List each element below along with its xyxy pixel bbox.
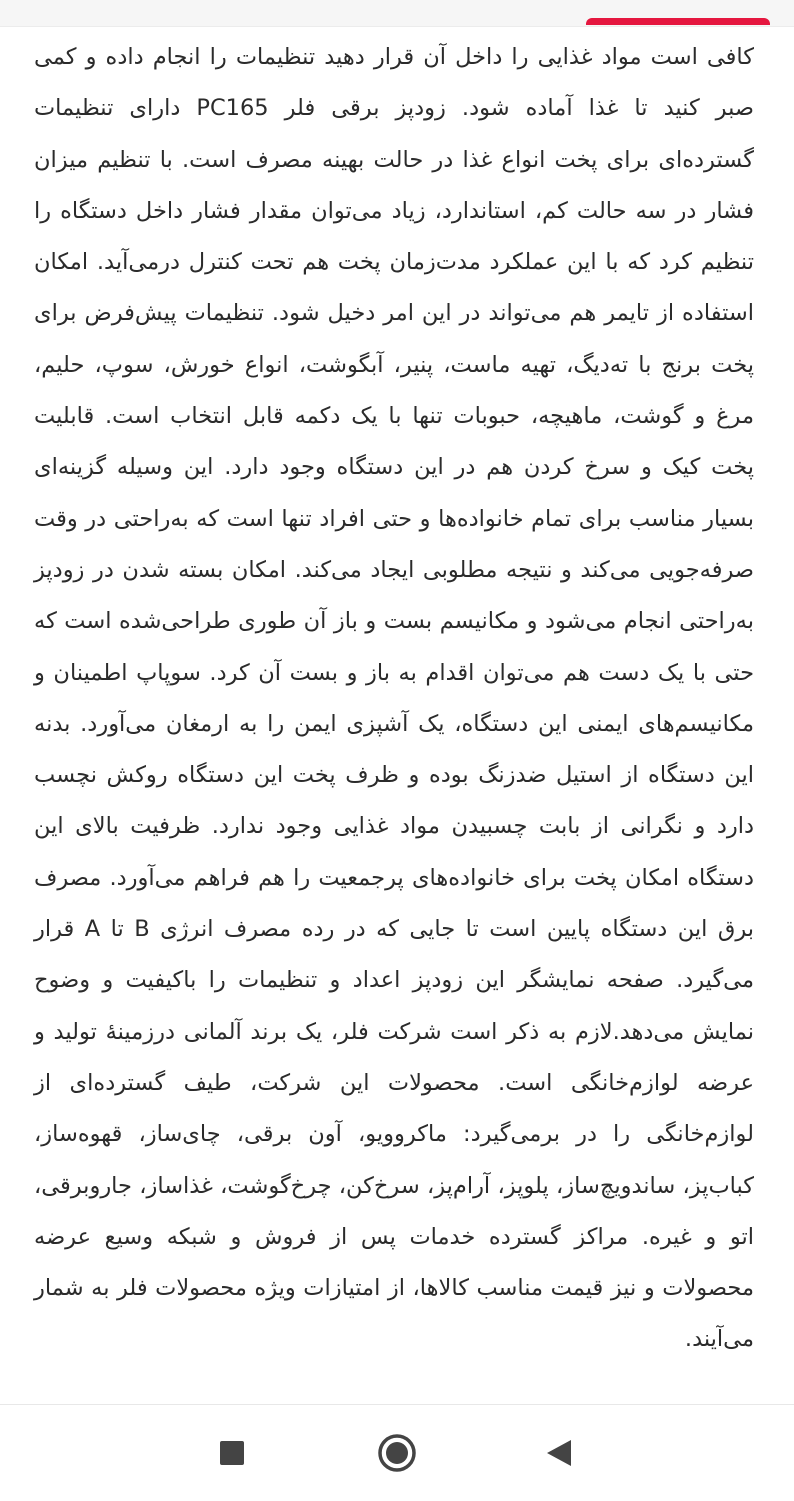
home-button[interactable] — [373, 1429, 421, 1477]
article-body: کافی است مواد غذایی را داخل آن قرار دهید تنظیمات را انجام داده و کمی صبر کنید تا غذا آماده شود. زودپز برقی فلر PC165 دارای تنظیمات گسترده‌ای برای پخت انواع غذا در حالت بهینه مصرف است. با تنظیم میزان فشار در سه حالت کم، استاندارد، زیاد می‌توان مقدار فشار داخل دستگاه را تنظیم کرد که با این عملکرد مدت‌زمان پخت هم تحت کنترل درمی‌آید. امکان استفاده از تایمر هم می‌تواند در این امر دخیل شود. تنظیمات پیش‌فرض برای پخت برنج با ته‌دیگ، تهیه ماست، پنیر، آبگوشت، انواع خورش، سوپ، حلیم، مرغ و گوشت، ماهیچه، حبوبات تنها با یک دکمه قابل انتخاب است. قابلیت پخت کیک و سرخ کردن هم در این دستگاه وجود دارد. این وسیله گزینه‌ای بسیار مناسب برای تمام خانواده‌ها و حتی افراد تنها است که به‌راحتی در وقت صرفه‌جویی می‌کند و نتیجه مطلوبی ایجاد می‌کند. امکان بسته شدن در زودپز به‌راحتی انجام می‌شود و مکانیسم بست و باز آن طوری طراحی‌شده است که حتی با یک دست هم می‌توان اقدام به باز و بست آن کرد. سوپاپ اطمینان و مکانیسم‌های ایمنی این دستگاه، یک آشپزی ایمن را به ارمغان می‌آورد. بدنه این دستگاه از استیل ضدزنگ بوده و ظرف پخت این دستگاه روکش نچسب دارد و نگرانی از بابت چسبیدن مواد غذایی وجود ندارد. ظرفیت بالای این دستگاه امکان پخت برای خانواده‌های پرجمعیت را هم فراهم می‌آورد. مصرف برق این دستگاه پایین است تا جایی که در رده مصرف انرژی B تا A قرار می‌گیرد. صفحه نمایشگر این زودپز اعداد و تنظیمات را باکیفیت و وضوح نمایش می‌دهد.لازم به ذکر است شرکت فلر، یک برند آلمانی درزمینهٔ تولید و عرضه لوازم‌خانگی است. محصولات این شرکت، طیف گسترده‌ای از لوازم‌خانگی را در برمی‌گیرد: ماکروویو، آون برقی، چای‌ساز، قهوه‌ساز، کباب‌پز، ساندویچ‌ساز، پلوپز، آرام‌پز، سرخ‌کن، چرخ‌گوشت، غذاساز، جاروبرقی، اتو و غیره. مراکز گسترده خدمات پس از فروش و شبکه وسیع عرضه محصولات و نیز قیمت مناسب کالاها، از امتیازات ویژه محصولات فلر به شمار می‌آیند. — [34, 44, 755, 1353]
back-button[interactable] — [535, 1429, 583, 1477]
triangle-back-icon — [545, 1438, 573, 1468]
square-icon — [219, 1440, 245, 1466]
top-strip — [0, 0, 794, 27]
system-navigation-bar — [0, 1404, 794, 1501]
circle-icon — [376, 1432, 418, 1474]
recent-apps-button[interactable] — [208, 1429, 256, 1477]
active-tab-indicator — [586, 18, 770, 25]
